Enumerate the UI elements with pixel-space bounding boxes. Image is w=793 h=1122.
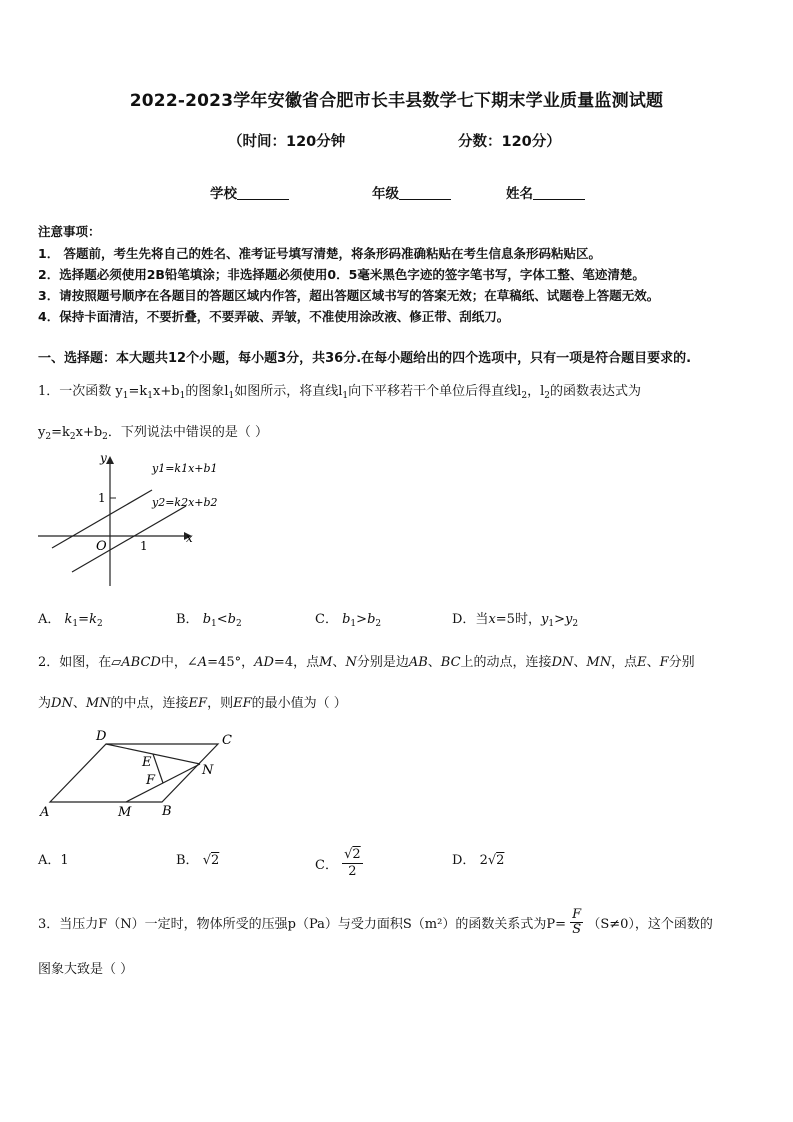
label-n: N xyxy=(202,763,214,778)
q1-option-a[interactable]: A． $k_1=k_2$ xyxy=(38,612,103,629)
q2-text-i: 为 xyxy=(38,696,52,711)
q1-option-c[interactable]: C． $b_1>b_2$ xyxy=(315,612,382,629)
q1-text-d: 向下平移若干个单位后得直线 xyxy=(348,384,518,399)
origin-label: O xyxy=(96,539,107,554)
q1-text-b: 的图象 xyxy=(185,384,225,399)
q1-text-c: 如图所示，将直线 xyxy=(234,384,339,399)
notice-item-2: 2．选择题必须使用2B铅笔填涂；非选择题必须使用0．5毫米黑色字迹的签字笔书写，字体工整、笔迹清楚。 xyxy=(38,267,645,282)
q2-option-c[interactable] xyxy=(315,849,363,882)
exam-score: 分数：120分） xyxy=(458,134,561,150)
label-a: A xyxy=(40,805,50,820)
q1-text-e: ， xyxy=(527,384,541,399)
label-b: B xyxy=(162,804,172,819)
q2-line1: 2．如图，在▱ABCD中，∠A=45°，AD=4，点M、N分别是边AB、BC上的动点，连接DN、MN，点E、F分别 xyxy=(38,655,695,670)
notice-item-3: 3．请按照题号顺序在各题目的答题区域内作答，超出答题区域书写的答案无效；在草稿纸、试题卷上答题无效。 xyxy=(38,288,660,303)
label-d: D xyxy=(96,729,107,744)
label-m: M xyxy=(118,805,132,820)
q1-option-c-label: C． xyxy=(315,612,338,627)
school-blank[interactable] xyxy=(237,185,289,200)
q2-option-c-label: C． xyxy=(315,858,338,873)
q1-figure xyxy=(34,450,234,590)
q2-text-e: 分别是边 xyxy=(356,655,409,670)
name-blank[interactable] xyxy=(533,185,585,200)
tick-x-label: 1 xyxy=(140,539,148,553)
q1-formula-y2: $y_2=k_2x+b_2$ xyxy=(38,425,108,442)
q1-text-a: 1．一次函数 xyxy=(38,384,112,399)
label-e: E xyxy=(142,755,152,770)
field-name-label: 姓名 xyxy=(506,186,533,202)
y2-label: y2=k2x+b2 xyxy=(152,496,218,509)
q1-option-d-label: D．当 xyxy=(452,612,489,627)
q1-text-g: ．下列说法中错误的是（ ） xyxy=(107,425,269,440)
q1-formula-y1: $y_1=k_1x+b_1$ xyxy=(115,384,186,401)
q2-option-b[interactable] xyxy=(176,849,219,868)
q3-line2: 图象大致是（ ） xyxy=(38,962,134,977)
field-grade-label: 年级 xyxy=(372,186,399,202)
parallelogram xyxy=(50,744,218,802)
q1-option-d[interactable]: D．当x=5时，$y_1>y_2$ xyxy=(452,612,579,629)
q2-text-b: 中， xyxy=(160,655,187,670)
q2-text-g: ，点 xyxy=(611,655,638,670)
label-f: F xyxy=(146,773,156,788)
two-sqrt2: 2√2 xyxy=(479,853,505,868)
q1-line1: 1．一次函数 $y_1=k_1x+b_1$的图象$l_1$如图所示，将直线$l_1$向下平移若干个单位后得直线$l_2$，$l_2$的函数表达式为 xyxy=(38,384,642,401)
q2-option-d-label: D． xyxy=(452,853,476,868)
page-title: 2022-2023学年安徽省合肥市长丰县数学七下期末学业质量监测试题 xyxy=(129,91,664,111)
q2-text-d: ，点 xyxy=(293,655,320,670)
q1-option-b[interactable]: B． $b_1<b_2$ xyxy=(176,612,242,629)
field-school xyxy=(210,182,289,202)
q1-option-b-label: B． xyxy=(176,612,199,627)
y-axis-label: y xyxy=(100,451,107,465)
y1-label: y1=k1x+b1 xyxy=(152,462,218,475)
q2-option-b-label: B． xyxy=(176,853,199,868)
q1-line2 xyxy=(38,421,268,442)
q3-fraction xyxy=(570,908,583,937)
q3-frac-den: S xyxy=(572,922,582,937)
y-axis-arrow xyxy=(106,456,114,464)
q2-option-d[interactable] xyxy=(452,849,504,868)
notice-item-4: 4．保持卡面清洁，不要折叠，不要弄破、弄皱，不准使用涂改液、修正带、刮纸刀。 xyxy=(38,309,510,324)
q2-option-a-label: A．1 xyxy=(38,853,69,868)
q3-text-b: （S≠0），这个函数的 xyxy=(587,917,713,932)
q1-option-a-label: A． xyxy=(38,612,61,627)
q2-text-k: ，则 xyxy=(207,696,234,711)
exam-time: （时间：120分钟 xyxy=(228,134,346,150)
q2-text-c: ， xyxy=(241,655,255,670)
frac-sqrt2-over-2: $\frac{√2}{2}$ xyxy=(344,847,361,879)
q2-text-a: 2．如图，在▱ xyxy=(38,655,122,670)
label-c: C xyxy=(222,733,232,748)
q3-frac-num: F xyxy=(572,907,582,922)
q1-option-d-mid: 时， xyxy=(514,612,541,627)
q2-option-a[interactable] xyxy=(38,849,69,868)
field-grade xyxy=(372,182,451,202)
notice-heading: 注意事项： xyxy=(38,224,101,239)
field-name xyxy=(506,182,585,202)
x-axis-label: x xyxy=(186,531,193,545)
grade-blank[interactable] xyxy=(399,185,451,200)
q2-text-f: 上的动点，连接 xyxy=(460,655,552,670)
sqrt2-b: √2 xyxy=(202,853,220,868)
q2-text-j: 的中点，连接 xyxy=(110,696,189,711)
q1-text-f: 的函数表达式为 xyxy=(550,384,642,399)
q2-text-l: 的最小值为（ ） xyxy=(251,696,347,711)
tick-y-label: 1 xyxy=(98,491,106,505)
q3-text-a: 3．当压力F（N）一定时，物体所受的压强p（Pa）与受力面积S（m²）的函数关系式为P= xyxy=(38,917,566,932)
line-y2 xyxy=(72,506,186,572)
q2-figure xyxy=(36,724,246,824)
q3-line1 xyxy=(38,907,713,939)
notice-item-1: 1． 答题前，考生先将自己的姓名、准考证号填写清楚，将条形码准确粘贴在考生信息条形码粘贴区。 xyxy=(38,246,602,261)
q2-line2: 为DN、MN的中点，连接EF，则EF的最小值为（ ） xyxy=(38,696,347,711)
section-heading: 一、选择题：本大题共12个小题，每小题3分，共36分.在每小题给出的四个选项中，只有一项是符合题目要求的. xyxy=(38,351,692,366)
field-school-label: 学校 xyxy=(210,186,237,202)
q2-text-h: 分别 xyxy=(668,655,695,670)
